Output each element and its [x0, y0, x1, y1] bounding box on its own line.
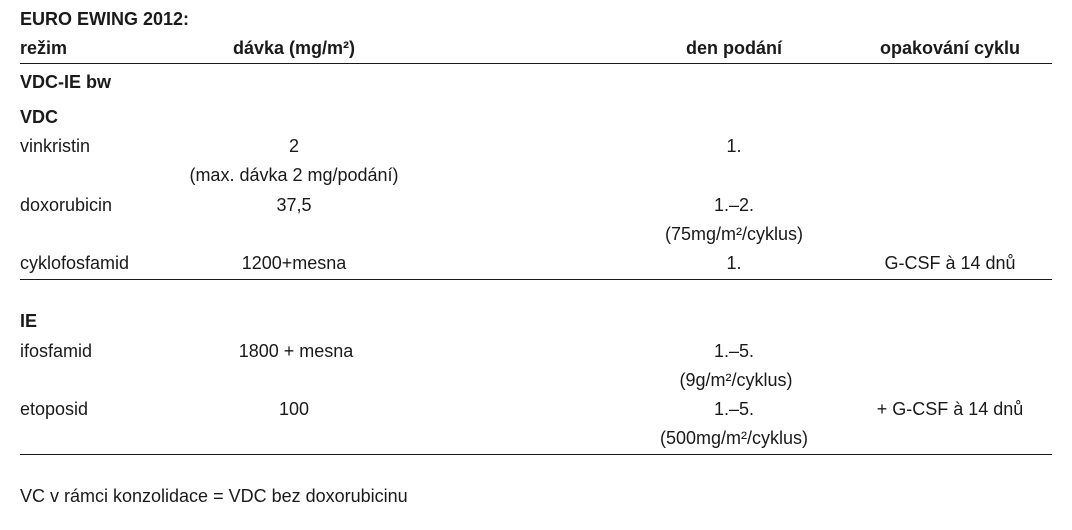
- drug-name: vinkristin: [20, 136, 91, 156]
- section-title-ie: IE: [20, 311, 38, 331]
- drug-day: 1.–5.: [713, 341, 755, 361]
- table-title: EURO EWING 2012:: [20, 9, 190, 29]
- drug-day-note: (75mg/m²/cyklus): [664, 224, 804, 244]
- drug-day: 1.: [726, 253, 742, 273]
- drug-day: 1.–5.: [713, 399, 755, 419]
- drug-dose: 37,5: [276, 195, 312, 215]
- column-header-regimen: režim: [20, 38, 68, 58]
- drug-dose: 1200+mesna: [241, 253, 347, 273]
- section-title-vdc: VDC: [20, 107, 59, 127]
- drug-cycle: + G-CSF à 14 dnů: [876, 399, 1024, 419]
- header-divider: [20, 63, 1052, 64]
- column-header-cycle: opakování cyklu: [879, 38, 1021, 58]
- drug-day: 1.: [726, 136, 742, 156]
- drug-name: ifosfamid: [20, 341, 93, 361]
- drug-name: doxorubicin: [20, 195, 113, 215]
- drug-day-note: (9g/m²/cyklus): [679, 370, 793, 390]
- column-header-day: den podání: [686, 38, 782, 58]
- footnote: VC v rámci konzolidace = VDC bez doxorubicinu: [20, 486, 408, 506]
- drug-day-note: (500mg/m²/cyklus): [659, 428, 809, 448]
- drug-dose: 100: [278, 399, 310, 419]
- drug-dose: 2: [288, 136, 300, 156]
- drug-name: etoposid: [20, 399, 89, 419]
- protocol-name: VDC-IE bw: [20, 72, 112, 92]
- drug-cycle: G-CSF à 14 dnů: [884, 253, 1016, 273]
- drug-dose-note: (max. dávka 2 mg/podání): [189, 165, 399, 185]
- drug-day: 1.–2.: [713, 195, 755, 215]
- section-divider: [20, 279, 1052, 280]
- table-bottom-rule: [20, 454, 1052, 455]
- drug-dose: 1800 + mesna: [238, 341, 354, 361]
- column-header-dose: dávka (mg/m²): [232, 38, 356, 58]
- drug-name: cyklofosfamid: [20, 253, 130, 273]
